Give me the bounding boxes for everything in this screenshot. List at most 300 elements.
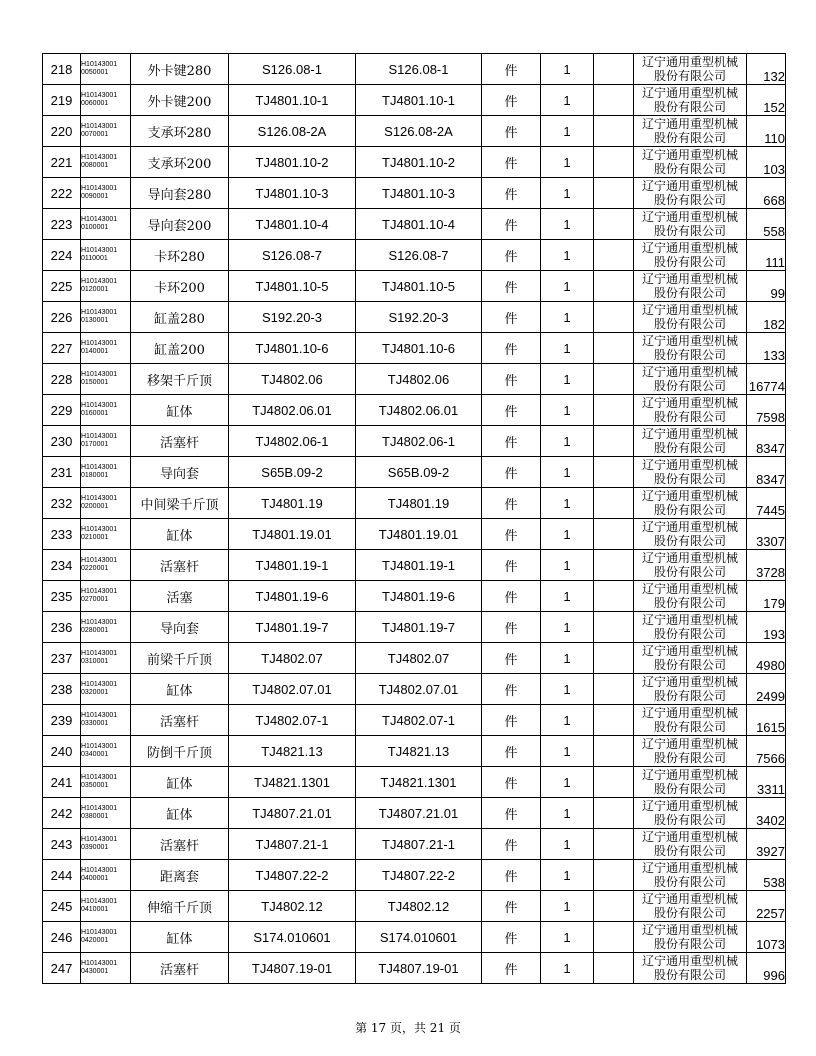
drawing-number: TJ4801.10-5 [229, 271, 356, 302]
amount: 3311 [747, 767, 786, 798]
material-code-line2: 0330001 [81, 720, 109, 727]
material-code [81, 178, 131, 209]
quantity: 1 [541, 488, 594, 519]
quantity: 1 [541, 271, 594, 302]
specification: TJ4801.10-4 [356, 209, 482, 240]
specification: TJ4807.21-1 [356, 829, 482, 860]
unit: 件 [482, 612, 541, 643]
amount: 3927 [747, 829, 786, 860]
drawing-number: TJ4807.21-1 [229, 829, 356, 860]
table-row [43, 581, 786, 612]
material-code-line1: H10143001 [81, 61, 118, 68]
manufacturer-line1: 辽宁通用重型机械 [641, 737, 738, 751]
material-code-line2: 0310001 [81, 658, 109, 665]
quantity: 1 [541, 550, 594, 581]
row-index: 231 [43, 457, 81, 488]
drawing-number: TJ4801.19-6 [229, 581, 356, 612]
manufacturer-line2: 股份有限公司 [653, 410, 726, 424]
amount: 1615 [747, 705, 786, 736]
table-row [43, 395, 786, 426]
part-name: 活塞杆 [131, 550, 229, 581]
table-row [43, 147, 786, 178]
unit: 件 [482, 736, 541, 767]
table-row [43, 736, 786, 767]
material-code-line2: 0220001 [81, 565, 109, 572]
manufacturer [634, 271, 747, 302]
specification: TJ4807.19-01 [356, 953, 482, 984]
quantity: 1 [541, 395, 594, 426]
row-index: 243 [43, 829, 81, 860]
blank-cell [594, 457, 634, 488]
parts-table [42, 53, 786, 984]
specification: TJ4801.10-5 [356, 271, 482, 302]
amount: 2499 [747, 674, 786, 705]
part-name: 活塞杆 [131, 953, 229, 984]
material-code-line1: H10143001 [81, 340, 118, 347]
material-code [81, 736, 131, 767]
amount: 4980 [747, 643, 786, 674]
amount: 1073 [747, 922, 786, 953]
quantity: 1 [541, 116, 594, 147]
table-row [43, 612, 786, 643]
manufacturer-line2: 股份有限公司 [653, 720, 726, 734]
table-row [43, 116, 786, 147]
specification: TJ4807.22-2 [356, 860, 482, 891]
table-row [43, 953, 786, 984]
blank-cell [594, 54, 634, 85]
quantity: 1 [541, 736, 594, 767]
blank-cell [594, 581, 634, 612]
blank-cell [594, 240, 634, 271]
table-row [43, 922, 786, 953]
material-code-line2: 0160001 [81, 410, 109, 417]
table-row [43, 178, 786, 209]
manufacturer-line1: 辽宁通用重型机械 [641, 923, 738, 937]
row-index: 223 [43, 209, 81, 240]
manufacturer-line1: 辽宁通用重型机械 [641, 117, 738, 131]
unit: 件 [482, 116, 541, 147]
material-code-line1: H10143001 [81, 154, 118, 161]
row-index: 241 [43, 767, 81, 798]
material-code-line2: 0340001 [81, 751, 109, 758]
material-code [81, 333, 131, 364]
material-code-line1: H10143001 [81, 774, 118, 781]
quantity: 1 [541, 147, 594, 178]
manufacturer-line2: 股份有限公司 [653, 968, 726, 982]
amount: 152 [747, 85, 786, 116]
material-code-line1: H10143001 [81, 743, 118, 750]
amount: 16774 [747, 364, 786, 395]
material-code [81, 860, 131, 891]
quantity: 1 [541, 54, 594, 85]
manufacturer-line2: 股份有限公司 [653, 379, 726, 393]
manufacturer [634, 395, 747, 426]
material-code-line2: 0070001 [81, 131, 109, 138]
manufacturer-line1: 辽宁通用重型机械 [641, 396, 738, 410]
unit: 件 [482, 922, 541, 953]
manufacturer-line2: 股份有限公司 [653, 751, 726, 765]
drawing-number: TJ4801.19-1 [229, 550, 356, 581]
unit: 件 [482, 705, 541, 736]
row-index: 245 [43, 891, 81, 922]
material-code-line1: H10143001 [81, 464, 118, 471]
manufacturer-line2: 股份有限公司 [653, 131, 726, 145]
row-index: 232 [43, 488, 81, 519]
unit: 件 [482, 240, 541, 271]
material-code [81, 426, 131, 457]
blank-cell [594, 333, 634, 364]
specification: S192.20-3 [356, 302, 482, 333]
material-code-line1: H10143001 [81, 867, 118, 874]
part-name: 外卡键200 [131, 85, 229, 116]
part-name: 缸体 [131, 798, 229, 829]
part-name: 导向套200 [131, 209, 229, 240]
material-code [81, 891, 131, 922]
unit: 件 [482, 643, 541, 674]
manufacturer-line2: 股份有限公司 [653, 534, 726, 548]
row-index: 221 [43, 147, 81, 178]
manufacturer-line1: 辽宁通用重型机械 [641, 520, 738, 534]
unit: 件 [482, 860, 541, 891]
quantity: 1 [541, 860, 594, 891]
part-name: 缸体 [131, 395, 229, 426]
amount: 3307 [747, 519, 786, 550]
material-code-line2: 0390001 [81, 844, 109, 851]
manufacturer-line2: 股份有限公司 [653, 286, 726, 300]
blank-cell [594, 116, 634, 147]
manufacturer-line2: 股份有限公司 [653, 348, 726, 362]
manufacturer-line1: 辽宁通用重型机械 [641, 954, 738, 968]
row-index: 246 [43, 922, 81, 953]
blank-cell [594, 643, 634, 674]
drawing-number: TJ4801.10-2 [229, 147, 356, 178]
row-index: 226 [43, 302, 81, 333]
manufacturer-line2: 股份有限公司 [653, 782, 726, 796]
table-row [43, 54, 786, 85]
amount: 8347 [747, 457, 786, 488]
amount: 3402 [747, 798, 786, 829]
material-code-line1: H10143001 [81, 557, 118, 564]
blank-cell [594, 302, 634, 333]
row-index: 247 [43, 953, 81, 984]
row-index: 230 [43, 426, 81, 457]
unit: 件 [482, 829, 541, 860]
quantity: 1 [541, 519, 594, 550]
material-code-line2: 0150001 [81, 379, 109, 386]
manufacturer-line1: 辽宁通用重型机械 [641, 303, 738, 317]
drawing-number: TJ4802.07.01 [229, 674, 356, 705]
manufacturer-line1: 辽宁通用重型机械 [641, 86, 738, 100]
manufacturer [634, 85, 747, 116]
part-name: 距离套 [131, 860, 229, 891]
manufacturer [634, 767, 747, 798]
drawing-number: S174.010601 [229, 922, 356, 953]
drawing-number: TJ4802.06 [229, 364, 356, 395]
row-index: 228 [43, 364, 81, 395]
blank-cell [594, 922, 634, 953]
manufacturer [634, 612, 747, 643]
manufacturer-line1: 辽宁通用重型机械 [641, 582, 738, 596]
manufacturer-line2: 股份有限公司 [653, 813, 726, 827]
blank-cell [594, 550, 634, 581]
manufacturer [634, 426, 747, 457]
drawing-number: TJ4801.19 [229, 488, 356, 519]
manufacturer-line1: 辽宁通用重型机械 [641, 55, 738, 69]
quantity: 1 [541, 85, 594, 116]
material-code [81, 581, 131, 612]
manufacturer-line1: 辽宁通用重型机械 [641, 830, 738, 844]
part-name: 外卡键280 [131, 54, 229, 85]
unit: 件 [482, 767, 541, 798]
material-code-line1: H10143001 [81, 712, 118, 719]
manufacturer-line2: 股份有限公司 [653, 69, 726, 83]
material-code [81, 550, 131, 581]
amount: 3728 [747, 550, 786, 581]
material-code-line2: 0090001 [81, 193, 109, 200]
drawing-number: TJ4821.13 [229, 736, 356, 767]
specification: TJ4821.1301 [356, 767, 482, 798]
table-row [43, 271, 786, 302]
unit: 件 [482, 426, 541, 457]
table-row [43, 891, 786, 922]
material-code-line1: H10143001 [81, 185, 118, 192]
blank-cell [594, 829, 634, 860]
manufacturer-line1: 辽宁通用重型机械 [641, 210, 738, 224]
blank-cell [594, 953, 634, 984]
amount: 99 [747, 271, 786, 302]
blank-cell [594, 674, 634, 705]
material-code [81, 302, 131, 333]
manufacturer [634, 581, 747, 612]
manufacturer-line2: 股份有限公司 [653, 224, 726, 238]
row-index: 236 [43, 612, 81, 643]
manufacturer-line2: 股份有限公司 [653, 193, 726, 207]
blank-cell [594, 736, 634, 767]
unit: 件 [482, 333, 541, 364]
row-index: 227 [43, 333, 81, 364]
material-code-line1: H10143001 [81, 526, 118, 533]
quantity: 1 [541, 705, 594, 736]
drawing-number: S65B.09-2 [229, 457, 356, 488]
manufacturer-line2: 股份有限公司 [653, 100, 726, 114]
quantity: 1 [541, 798, 594, 829]
part-name: 活塞杆 [131, 705, 229, 736]
manufacturer [634, 209, 747, 240]
specification: S174.010601 [356, 922, 482, 953]
manufacturer-line2: 股份有限公司 [653, 162, 726, 176]
row-index: 219 [43, 85, 81, 116]
part-name: 导向套280 [131, 178, 229, 209]
specification: TJ4801.19-6 [356, 581, 482, 612]
specification: S126.08-1 [356, 54, 482, 85]
drawing-number: TJ4807.21.01 [229, 798, 356, 829]
manufacturer-line1: 辽宁通用重型机械 [641, 644, 738, 658]
manufacturer [634, 860, 747, 891]
part-name: 活塞杆 [131, 829, 229, 860]
material-code [81, 767, 131, 798]
drawing-number: TJ4802.07-1 [229, 705, 356, 736]
manufacturer [634, 457, 747, 488]
part-name: 支承环200 [131, 147, 229, 178]
amount: 538 [747, 860, 786, 891]
manufacturer [634, 891, 747, 922]
table-row [43, 488, 786, 519]
specification: TJ4801.10-1 [356, 85, 482, 116]
material-code-line2: 0140001 [81, 348, 109, 355]
blank-cell [594, 395, 634, 426]
row-index: 225 [43, 271, 81, 302]
specification: TJ4802.06 [356, 364, 482, 395]
material-code-line1: H10143001 [81, 898, 118, 905]
material-code-line2: 0410001 [81, 906, 109, 913]
table-row [43, 364, 786, 395]
material-code-line1: H10143001 [81, 681, 118, 688]
manufacturer-line2: 股份有限公司 [653, 875, 726, 889]
unit: 件 [482, 550, 541, 581]
quantity: 1 [541, 612, 594, 643]
manufacturer-line1: 辽宁通用重型机械 [641, 892, 738, 906]
page-footer: 第 17 页，共 21 页 [355, 1021, 461, 1035]
drawing-number: TJ4802.06-1 [229, 426, 356, 457]
unit: 件 [482, 271, 541, 302]
amount: 132 [747, 54, 786, 85]
drawing-number: TJ4802.07 [229, 643, 356, 674]
drawing-number: TJ4801.10-4 [229, 209, 356, 240]
specification: TJ4801.19-7 [356, 612, 482, 643]
drawing-number: TJ4807.22-2 [229, 860, 356, 891]
unit: 件 [482, 209, 541, 240]
specification: TJ4801.10-3 [356, 178, 482, 209]
amount: 996 [747, 953, 786, 984]
material-code [81, 612, 131, 643]
part-name: 前梁千斤顶 [131, 643, 229, 674]
manufacturer [634, 364, 747, 395]
manufacturer [634, 705, 747, 736]
manufacturer [634, 922, 747, 953]
amount: 111 [747, 240, 786, 271]
blank-cell [594, 209, 634, 240]
specification: TJ4802.07 [356, 643, 482, 674]
table-row [43, 85, 786, 116]
unit: 件 [482, 488, 541, 519]
quantity: 1 [541, 426, 594, 457]
material-code-line2: 0320001 [81, 689, 109, 696]
material-code [81, 395, 131, 426]
blank-cell [594, 271, 634, 302]
blank-cell [594, 860, 634, 891]
manufacturer-line1: 辽宁通用重型机械 [641, 427, 738, 441]
amount: 182 [747, 302, 786, 333]
manufacturer-line1: 辽宁通用重型机械 [641, 706, 738, 720]
blank-cell [594, 612, 634, 643]
material-code [81, 209, 131, 240]
material-code-line1: H10143001 [81, 309, 118, 316]
part-name: 缸体 [131, 519, 229, 550]
part-name: 中间梁千斤顶 [131, 488, 229, 519]
manufacturer-line1: 辽宁通用重型机械 [641, 334, 738, 348]
material-code-line2: 0210001 [81, 534, 109, 541]
drawing-number: S192.20-3 [229, 302, 356, 333]
material-code-line1: H10143001 [81, 92, 118, 99]
amount: 7445 [747, 488, 786, 519]
manufacturer-line2: 股份有限公司 [653, 596, 726, 610]
amount: 193 [747, 612, 786, 643]
manufacturer-line1: 辽宁通用重型机械 [641, 768, 738, 782]
manufacturer [634, 54, 747, 85]
table-row [43, 705, 786, 736]
manufacturer [634, 736, 747, 767]
unit: 件 [482, 953, 541, 984]
unit: 件 [482, 674, 541, 705]
manufacturer-line2: 股份有限公司 [653, 503, 726, 517]
unit: 件 [482, 85, 541, 116]
material-code-line1: H10143001 [81, 402, 118, 409]
manufacturer-line1: 辽宁通用重型机械 [641, 272, 738, 286]
material-code [81, 519, 131, 550]
specification: TJ4801.19.01 [356, 519, 482, 550]
table-row [43, 550, 786, 581]
manufacturer-line2: 股份有限公司 [653, 937, 726, 951]
drawing-number: TJ4801.19-7 [229, 612, 356, 643]
blank-cell [594, 767, 634, 798]
specification: TJ4801.10-6 [356, 333, 482, 364]
table-row [43, 457, 786, 488]
blank-cell [594, 488, 634, 519]
manufacturer-line2: 股份有限公司 [653, 317, 726, 331]
material-code-line1: H10143001 [81, 433, 118, 440]
specification: S126.08-7 [356, 240, 482, 271]
quantity: 1 [541, 581, 594, 612]
manufacturer-line2: 股份有限公司 [653, 689, 726, 703]
part-name: 卡环200 [131, 271, 229, 302]
table-row [43, 860, 786, 891]
drawing-number: S126.08-7 [229, 240, 356, 271]
material-code-line2: 0180001 [81, 472, 109, 479]
material-code-line1: H10143001 [81, 495, 118, 502]
quantity: 1 [541, 891, 594, 922]
table-row [43, 302, 786, 333]
part-name: 防倒千斤顶 [131, 736, 229, 767]
table-row [43, 643, 786, 674]
specification: TJ4821.13 [356, 736, 482, 767]
manufacturer-line2: 股份有限公司 [653, 472, 726, 486]
drawing-number: TJ4801.10-3 [229, 178, 356, 209]
specification: TJ4802.06-1 [356, 426, 482, 457]
manufacturer [634, 798, 747, 829]
drawing-number: TJ4801.19.01 [229, 519, 356, 550]
part-name: 卡环280 [131, 240, 229, 271]
material-code-line1: H10143001 [81, 588, 118, 595]
table-row [43, 674, 786, 705]
material-code-line1: H10143001 [81, 371, 118, 378]
blank-cell [594, 364, 634, 395]
row-index: 238 [43, 674, 81, 705]
blank-cell [594, 519, 634, 550]
unit: 件 [482, 891, 541, 922]
unit: 件 [482, 302, 541, 333]
row-index: 240 [43, 736, 81, 767]
quantity: 1 [541, 178, 594, 209]
row-index: 234 [43, 550, 81, 581]
material-code-line1: H10143001 [81, 619, 118, 626]
row-index: 224 [43, 240, 81, 271]
amount: 558 [747, 209, 786, 240]
unit: 件 [482, 147, 541, 178]
unit: 件 [482, 457, 541, 488]
manufacturer [634, 953, 747, 984]
drawing-number: TJ4802.12 [229, 891, 356, 922]
part-name: 移架千斤顶 [131, 364, 229, 395]
